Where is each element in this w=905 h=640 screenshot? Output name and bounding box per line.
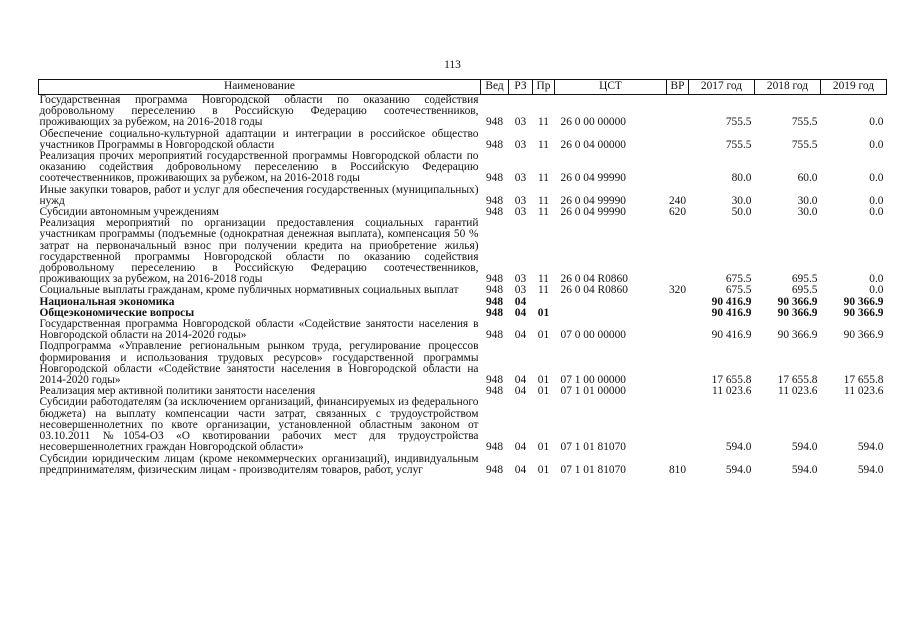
row-name: Обеспечение социально-культурной адаптации и интеграции в российское общество участников Программы в Новгородской области <box>39 127 479 151</box>
row-amount-2017: 755.5 <box>725 138 752 151</box>
row-amount-2017: 90 416.9 <box>711 295 752 308</box>
row-pr: 01 <box>537 374 550 387</box>
page-number: 113 <box>444 59 461 71</box>
row-rz: 04 <box>514 441 527 454</box>
row-amount-2018: 755.5 <box>791 138 818 151</box>
row-pr: 11 <box>538 172 549 185</box>
row-name: Реализация мероприятий по организации предоставления социальных гарантий участникам программы (подъемные (однократная денежная выплата), компенсация 50 % затрат на первоначальный взнос при получении кредита на приобретение жилья) государственной программы Новгородской области по оказанию содействия добровольному переселению в Российскую Федерацию соотечественников, проживающих за рубежом, на 2016-2018 годы <box>39 217 479 286</box>
row-ved: 948 <box>485 441 504 454</box>
row-pr: 11 <box>538 138 549 151</box>
table-row <box>39 185 887 207</box>
row-amount-2019: 594.0 <box>857 463 884 476</box>
row-amount-2017: 11 023.6 <box>712 385 752 398</box>
row-amount-2019: 0.0 <box>869 284 884 297</box>
row-amount-2018: 30.0 <box>797 206 818 219</box>
row-vr: 240 <box>668 194 687 207</box>
row-vr: 620 <box>668 206 687 219</box>
row-amount-2019: 90 366.9 <box>843 329 884 342</box>
row-amount-2017: 90 416.9 <box>711 306 752 319</box>
row-vr <box>667 129 689 151</box>
row-name: Общеэкономические вопросы <box>39 306 195 319</box>
row-amount-2018: 695.5 <box>791 284 818 297</box>
header-vr: ВР <box>667 80 689 95</box>
table-header-row <box>39 80 887 95</box>
row-amount-2017: 594.0 <box>725 441 752 454</box>
row-vr <box>667 297 689 308</box>
row-cst <box>555 308 667 319</box>
row-amount-2017: 675.5 <box>725 284 752 297</box>
row-pr: 01 <box>537 306 550 319</box>
row-rz: 04 <box>514 306 527 319</box>
row-rz: 04 <box>514 329 527 342</box>
row-ved: 948 <box>485 194 504 207</box>
row-name: Государственная программа Новгородской области по оказанию содействия добровольному переселению в Российскую Федерацию соотечественников, проживающих за рубежом, на 2016-2018 годы <box>39 94 479 129</box>
row-amount-2019: 594.0 <box>857 441 884 454</box>
row-pr: 01 <box>537 463 550 476</box>
row-amount-2018: 60.0 <box>797 172 818 185</box>
header-2018: 2018 год <box>755 80 821 95</box>
row-amount-2018: 594.0 <box>791 441 818 454</box>
row-vr <box>667 151 689 185</box>
row-amount-2019: 0.0 <box>869 116 884 129</box>
row-ved: 948 <box>485 463 504 476</box>
row-ved: 948 <box>485 374 504 387</box>
table-row <box>39 151 887 185</box>
row-cst <box>555 297 667 308</box>
table-row <box>39 454 887 476</box>
row-cst: 07 0 00 00000 <box>560 329 626 342</box>
row-pr: 01 <box>537 441 550 454</box>
row-amount-2018: 11 023.6 <box>778 385 818 398</box>
row-rz: 04 <box>514 385 527 398</box>
row-amount-2017: 80.0 <box>731 172 752 185</box>
row-pr: 11 <box>538 116 549 129</box>
row-rz: 04 <box>514 295 527 308</box>
row-cst: 26 0 04 99990 <box>560 194 626 207</box>
row-rz: 03 <box>514 194 527 207</box>
table-body <box>39 95 887 476</box>
header-2019: 2019 год <box>821 80 887 95</box>
row-amount-2019: 0.0 <box>869 273 884 286</box>
row-vr <box>667 218 689 285</box>
row-cst: 26 0 00 00000 <box>560 116 626 129</box>
header-rz: РЗ <box>509 80 533 95</box>
row-name: Иные закупки товаров, работ и услуг для обеспечения государственных (муниципальных) нужд <box>39 183 479 207</box>
row-cst: 07 1 00 00000 <box>560 374 626 387</box>
row-cst: 26 0 04 R0860 <box>560 273 628 286</box>
row-amount-2018: 90 366.9 <box>777 306 818 319</box>
row-rz: 04 <box>514 463 527 476</box>
row-amount-2017: 755.5 <box>725 116 752 129</box>
table-row <box>39 95 887 129</box>
row-rz: 03 <box>514 116 527 129</box>
row-name: Социальные выплаты гражданам, кроме публичных нормативных социальных выплат <box>39 284 459 297</box>
table-row <box>39 218 887 285</box>
table-row <box>39 129 887 151</box>
row-ved: 948 <box>485 385 504 398</box>
row-vr <box>667 319 689 341</box>
header-name: Наименование <box>39 80 481 95</box>
row-amount-2019: 0.0 <box>869 138 884 151</box>
row-ved: 948 <box>485 116 504 129</box>
row-vr <box>667 397 689 453</box>
row-rz: 03 <box>514 284 527 297</box>
row-amount-2018: 17 655.8 <box>777 374 818 387</box>
row-pr: 01 <box>537 329 550 342</box>
row-cst: 26 0 04 R0860 <box>560 284 628 297</box>
row-pr: 01 <box>537 385 550 398</box>
row-vr <box>667 341 689 386</box>
row-amount-2018: 90 366.9 <box>777 295 818 308</box>
row-cst: 26 0 04 99990 <box>560 172 626 185</box>
header-ved: Вед <box>481 80 509 95</box>
row-name: Субсидии автономным учреждениям <box>39 206 219 219</box>
row-rz: 03 <box>514 206 527 219</box>
row-amount-2017: 30.0 <box>731 194 752 207</box>
row-name: Реализация прочих мероприятий государственной программы Новгородской области по оказанию содействия добровольному переселению в Российскую Федерацию соотечественников, проживающих за рубежом, на 2016-2018 годы <box>39 150 479 185</box>
row-amount-2018: 594.0 <box>791 463 818 476</box>
row-cst: 07 1 01 81070 <box>560 463 626 476</box>
row-name: Субсидии работодателям (за исключением организаций, финансируемых из федерального бюджета) на выплату компенсации части затрат, связанных с трудоустройством несовершеннолетних по квоте организации, установленной областным законом от 03.10.2011 №1054-ОЗ «О квотировании рабочих мест для трудоустройства несовершеннолетних граждан Новгородской области» <box>39 396 479 454</box>
row-vr <box>667 95 689 129</box>
table-row <box>39 397 887 453</box>
row-rz: 03 <box>514 172 527 185</box>
row-amount-2019: 0.0 <box>869 194 884 207</box>
row-ved: 948 <box>485 206 504 219</box>
row-rz: 04 <box>514 374 527 387</box>
row-cst: 26 0 04 00000 <box>560 138 626 151</box>
row-amount-2017: 50.0 <box>731 206 752 219</box>
row-name: Государственная программа Новгородской области «Содействие занятости населения в Новгородской области на 2014-2020 годы» <box>39 318 479 342</box>
row-amount-2018: 695.5 <box>791 273 818 286</box>
row-amount-2017: 594.0 <box>725 463 752 476</box>
row-name: Субсидии юридическим лицам (кроме некоммерческих организаций), индивидуальным предпринимателям, физическим лицам - производителям товаров, работ, услуг <box>39 452 479 476</box>
row-pr: 11 <box>538 206 549 219</box>
row-amount-2017: 17 655.8 <box>711 374 752 387</box>
row-ved: 948 <box>485 295 504 308</box>
row-amount-2017: 90 416.9 <box>711 329 752 342</box>
header-2017: 2017 год <box>689 80 755 95</box>
row-amount-2019: 90 366.9 <box>843 306 884 319</box>
row-ved: 948 <box>485 172 504 185</box>
row-amount-2019: 90 366.9 <box>843 295 884 308</box>
row-ved: 948 <box>485 284 504 297</box>
row-cst: 07 1 01 00000 <box>560 385 626 398</box>
row-ved: 948 <box>485 138 504 151</box>
table-row <box>39 285 887 296</box>
row-amount-2017: 675.5 <box>725 273 752 286</box>
budget-table <box>38 79 887 476</box>
row-rz: 03 <box>514 273 527 286</box>
row-pr: 11 <box>538 194 549 207</box>
row-cst: 26 0 04 99990 <box>560 206 626 219</box>
table-row <box>39 341 887 386</box>
table-row <box>39 319 887 341</box>
row-name: Национальная экономика <box>39 295 175 308</box>
row-name: Реализация мер активной политики занятости населения <box>39 385 316 398</box>
row-amount-2018: 30.0 <box>797 194 818 207</box>
row-vr: 810 <box>668 463 687 476</box>
row-vr <box>667 386 689 397</box>
row-pr: 11 <box>538 273 549 286</box>
row-rz: 03 <box>514 138 527 151</box>
row-ved: 948 <box>485 273 504 286</box>
header-pr: Пр <box>533 80 555 95</box>
row-pr: 11 <box>538 284 549 297</box>
row-vr: 320 <box>668 284 687 297</box>
row-amount-2018: 755.5 <box>791 116 818 129</box>
row-name: Подпрограмма «Управление региональным рынком труда, регулирование процессов формирования и использования трудовых ресурсов» государственной программы Новгородской области «Содействие занятости населения в Новгородской области на 2014-2020 годы» <box>39 340 479 387</box>
row-cst: 07 1 01 81070 <box>560 441 626 454</box>
row-ved: 948 <box>485 329 504 342</box>
row-amount-2018: 90 366.9 <box>777 329 818 342</box>
row-amount-2019: 0.0 <box>869 172 884 185</box>
row-amount-2019: 17 655.8 <box>843 374 884 387</box>
row-amount-2019: 0.0 <box>869 206 884 219</box>
header-cst: ЦСТ <box>555 80 667 95</box>
row-ved: 948 <box>485 306 504 319</box>
row-vr <box>667 308 689 319</box>
row-amount-2019: 11 023.6 <box>844 385 884 398</box>
